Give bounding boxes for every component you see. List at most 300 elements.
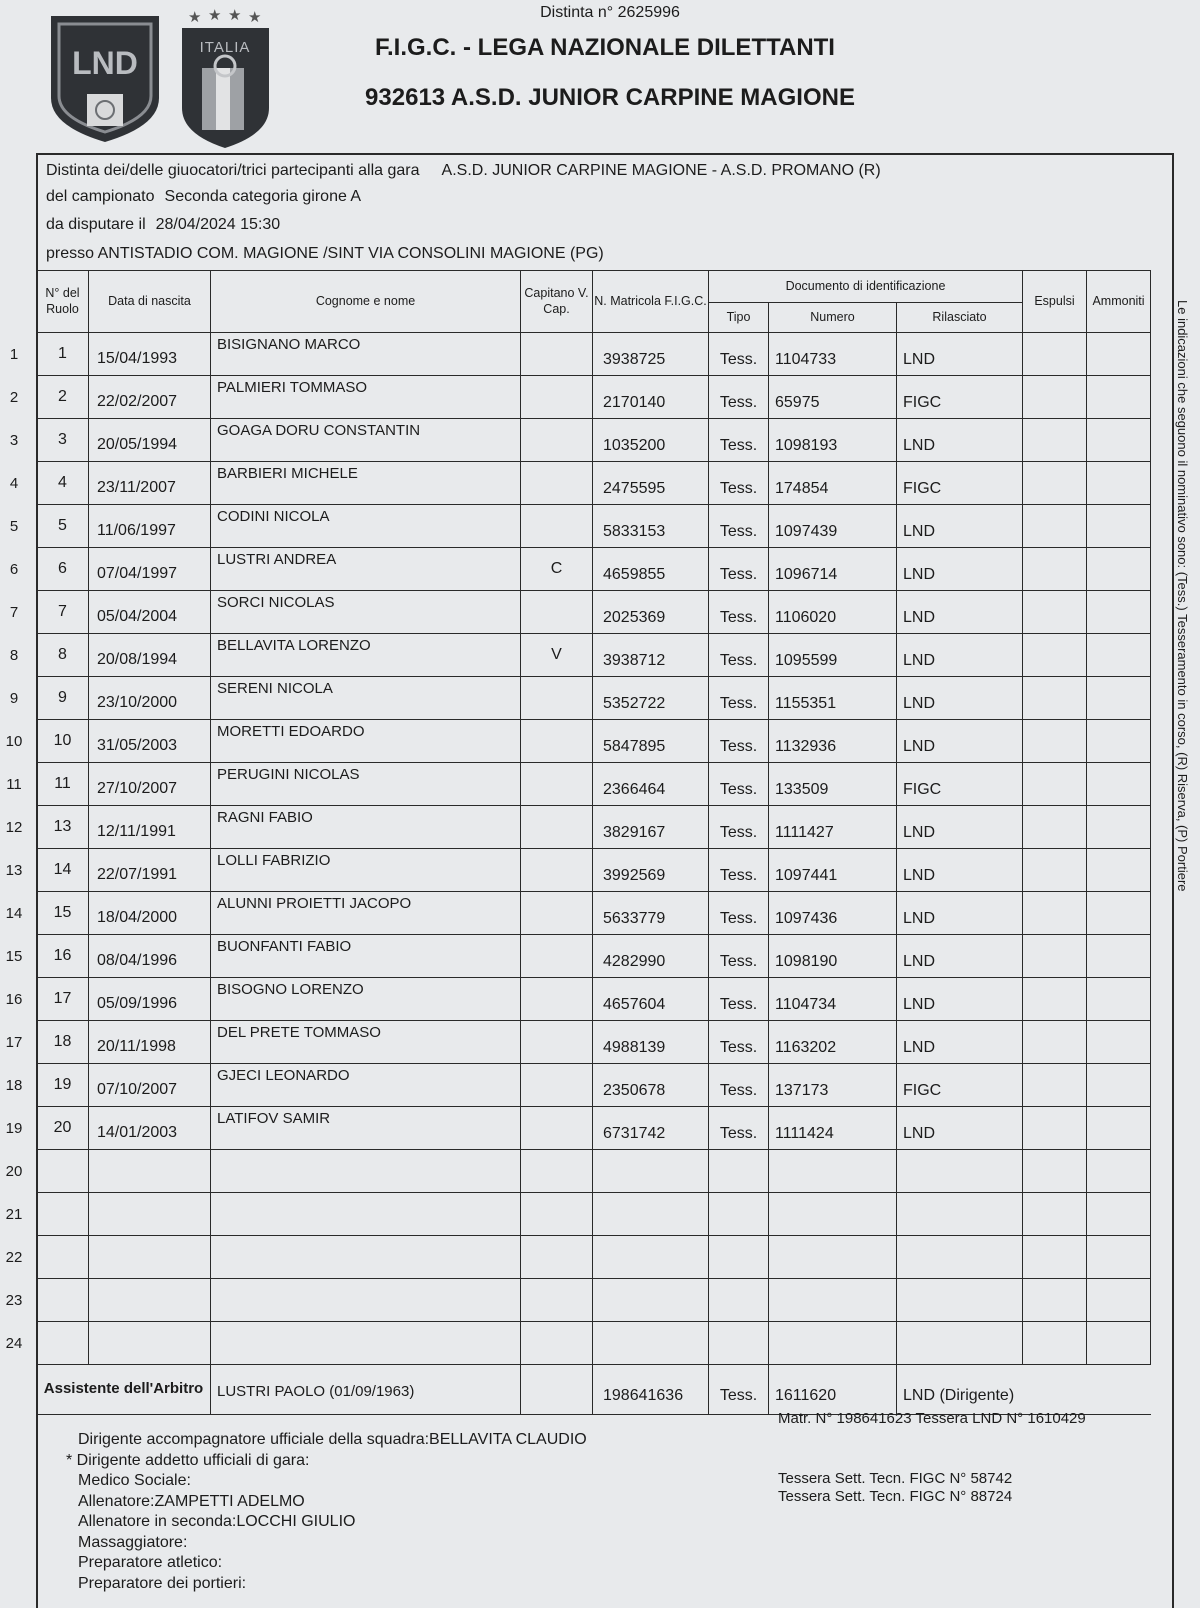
side-note: Le indicazioni che seguono il nominativo sono: (Tess.) Tesseramento in corso, (R) Riserva, (P) Portiere [1175,300,1190,892]
matricola: 2350678 [593,1064,709,1107]
expelled-cell [1023,634,1087,677]
ruolo: 10 [37,720,89,763]
cautioned-cell [1087,376,1151,419]
doc-rilasciato: LND [897,849,1023,892]
player-row [37,677,1151,720]
margin-row-number: 24 [5,1335,23,1352]
doc-numero: 1097439 [769,505,897,548]
matricola: 5847895 [593,720,709,763]
player-row [37,376,1151,419]
doc-numero: 65975 [769,376,897,419]
doc-numero: 1104733 [769,333,897,376]
matricola: 2366464 [593,763,709,806]
matricola: 5633779 [593,892,709,935]
ruolo: 3 [37,419,89,462]
captain-mark [521,505,593,548]
birthdate: 07/10/2007 [89,1064,211,1107]
expelled-cell [1023,1107,1087,1150]
ruolo [37,1193,89,1236]
ruolo: 5 [37,505,89,548]
doc-rilasciato: FIGC [897,376,1023,419]
matricola: 2170140 [593,376,709,419]
doc-tipo: Tess. [709,806,769,849]
campionato-value: Seconda categoria girone A [164,188,362,205]
margin-row-number: 13 [5,862,23,879]
cautioned-cell [1087,591,1151,634]
assistant-cap [521,1365,593,1415]
cautioned-cell [1087,1322,1151,1365]
data-label: da disputare il [46,216,146,233]
doc-rilasciato [897,1322,1023,1365]
player-name [211,1236,521,1279]
assistant-numero: 1611620 [769,1365,897,1415]
player-row [37,634,1151,677]
matricola: 3992569 [593,849,709,892]
doc-numero: 133509 [769,763,897,806]
expelled-cell [1023,892,1087,935]
cautioned-cell [1087,1021,1151,1064]
doc-numero: 1111424 [769,1107,897,1150]
player-row [37,1150,1151,1193]
assistant-matricola: 198641636 [593,1365,709,1415]
staff-line: Preparatore dei portieri: [78,1574,247,1592]
cautioned-cell [1087,978,1151,1021]
player-name: BARBIERI MICHELE [211,462,521,505]
player-row [37,763,1151,806]
birthdate: 20/11/1998 [89,1021,211,1064]
margin-row-number: 8 [9,647,19,664]
birthdate: 20/05/1994 [89,419,211,462]
cautioned-cell [1087,505,1151,548]
birthdate: 22/02/2007 [89,376,211,419]
assistant-label: Assistente dell'Arbitro [37,1365,211,1415]
doc-tipo: Tess. [709,419,769,462]
doc-numero: 137173 [769,1064,897,1107]
player-row [37,720,1151,763]
captain-mark [521,1021,593,1064]
matricola: 2025369 [593,591,709,634]
player-name [211,1193,521,1236]
doc-rilasciato: LND [897,419,1023,462]
doc-rilasciato: LND [897,505,1023,548]
doc-numero: 1097441 [769,849,897,892]
matricola: 5833153 [593,505,709,548]
doc-rilasciato: LND [897,1021,1023,1064]
player-name [211,1150,521,1193]
doc-rilasciato [897,1279,1023,1322]
doc-tipo: Tess. [709,333,769,376]
margin-row-number: 19 [5,1120,23,1137]
birthdate [89,1322,211,1365]
doc-rilasciato: FIGC [897,763,1023,806]
captain-mark [521,849,593,892]
doc-tipo: Tess. [709,462,769,505]
ruolo [37,1322,89,1365]
doc-tipo: Tess. [709,1107,769,1150]
captain-mark [521,720,593,763]
cautioned-cell [1087,935,1151,978]
captain-mark: C [521,548,593,591]
doc-rilasciato: LND [897,634,1023,677]
cautioned-cell [1087,462,1151,505]
ruolo: 11 [37,763,89,806]
doc-tipo [709,1279,769,1322]
expelled-cell [1023,1193,1087,1236]
player-name: SORCI NICOLAS [211,591,521,634]
matricola: 4282990 [593,935,709,978]
margin-row-number: 7 [9,604,19,621]
doc-rilasciato [897,1236,1023,1279]
matricola: 4988139 [593,1021,709,1064]
doc-numero: 1104734 [769,978,897,1021]
row-numbers [0,333,28,1365]
ruolo: 2 [37,376,89,419]
doc-rilasciato [897,1193,1023,1236]
col-ruolo: N° del Ruolo [37,271,89,333]
doc-numero [769,1193,897,1236]
margin-row-number: 9 [9,690,19,707]
cautioned-cell [1087,333,1151,376]
birthdate: 14/01/2003 [89,1107,211,1150]
doc-rilasciato: LND [897,978,1023,1021]
birthdate: 11/06/1997 [89,505,211,548]
margin-row-number: 2 [9,389,19,406]
margin-row-number: 4 [9,475,19,492]
cautioned-cell [1087,419,1151,462]
expelled-cell [1023,978,1087,1021]
campionato-line [46,188,361,206]
doc-numero: 174854 [769,462,897,505]
doc-numero: 1097436 [769,892,897,935]
roster-table [36,270,1151,1415]
doc-tipo: Tess. [709,376,769,419]
captain-mark: V [521,634,593,677]
luogo-line: presso ANTISTADIO COM. MAGIONE /SINT VIA CONSOLINI MAGIONE (PG) [46,245,604,262]
player-name: BISIGNANO MARCO [211,333,521,376]
team-title: 932613 A.S.D. JUNIOR CARPINE MAGIONE [365,84,855,111]
player-row [37,892,1151,935]
expelled-cell [1023,1021,1087,1064]
staff-details [778,1410,1086,1506]
player-name: MORETTI EDOARDO [211,720,521,763]
doc-tipo [709,1322,769,1365]
captain-mark [521,806,593,849]
doc-tipo [709,1150,769,1193]
match-teams-line [46,162,881,180]
staff-list [66,1430,587,1594]
doc-rilasciato [897,1150,1023,1193]
player-row [37,591,1151,634]
birthdate [89,1279,211,1322]
doc-tipo: Tess. [709,935,769,978]
matricola: 6731742 [593,1107,709,1150]
ruolo [37,1279,89,1322]
match-teams: A.S.D. JUNIOR CARPINE MAGIONE - A.S.D. PROMANO (R) [441,162,881,179]
captain-mark [521,1236,593,1279]
player-name [211,1279,521,1322]
doc-tipo: Tess. [709,1021,769,1064]
captain-mark [521,1193,593,1236]
staff-line: Massaggiatore: [78,1533,188,1551]
doc-numero: 1098190 [769,935,897,978]
player-row [37,806,1151,849]
staff-detail-line: Tessera Sett. Tecn. FIGC N° 88724 [778,1488,1013,1505]
captain-mark [521,677,593,720]
matricola: 2475595 [593,462,709,505]
captain-mark [521,892,593,935]
svg-text:ITALIA: ITALIA [199,39,251,56]
margin-row-number: 12 [5,819,23,836]
assistant-row [37,1365,1151,1415]
birthdate: 08/04/1996 [89,935,211,978]
player-row [37,1021,1151,1064]
ruolo: 18 [37,1021,89,1064]
doc-numero: 1163202 [769,1021,897,1064]
matricola: 4657604 [593,978,709,1021]
ruolo [37,1150,89,1193]
matricola: 5352722 [593,677,709,720]
margin-row-number: 10 [5,733,23,750]
ruolo: 1 [37,333,89,376]
captain-mark [521,462,593,505]
player-row [37,1193,1151,1236]
expelled-cell [1023,548,1087,591]
captain-mark [521,1279,593,1322]
margin-row-number: 16 [5,991,23,1008]
cautioned-cell [1087,849,1151,892]
doc-tipo: Tess. [709,849,769,892]
captain-mark [521,376,593,419]
expelled-cell [1023,677,1087,720]
expelled-cell [1023,935,1087,978]
expelled-cell [1023,333,1087,376]
player-name: BELLAVITA LORENZO [211,634,521,677]
doc-tipo: Tess. [709,763,769,806]
ruolo: 6 [37,548,89,591]
birthdate: 31/05/2003 [89,720,211,763]
captain-mark [521,1150,593,1193]
col-tipo: Tipo [709,303,769,333]
doc-numero: 1095599 [769,634,897,677]
doc-numero [769,1279,897,1322]
player-name: BISOGNO LORENZO [211,978,521,1021]
expelled-cell [1023,1150,1087,1193]
svg-text:★: ★ [228,8,242,24]
col-ammoniti: Ammoniti [1087,271,1151,333]
birthdate: 07/04/1997 [89,548,211,591]
svg-text:★: ★ [188,9,202,26]
player-row [37,1107,1151,1150]
doc-tipo: Tess. [709,677,769,720]
header-title: F.I.G.C. - LEGA NAZIONALE DILETTANTI [375,34,835,61]
doc-tipo [709,1193,769,1236]
doc-rilasciato: LND [897,591,1023,634]
margin-row-number: 15 [5,948,23,965]
ruolo [37,1236,89,1279]
doc-numero: 1106020 [769,591,897,634]
cautioned-cell [1087,763,1151,806]
cautioned-cell [1087,806,1151,849]
matricola: 1035200 [593,419,709,462]
distinta-label: Distinta dei/delle giuocatori/trici partecipanti alla gara [46,162,420,179]
player-row [37,333,1151,376]
doc-numero: 1111427 [769,806,897,849]
birthdate [89,1150,211,1193]
birthdate: 22/07/1991 [89,849,211,892]
cautioned-cell [1087,1150,1151,1193]
expelled-cell [1023,720,1087,763]
ruolo: 15 [37,892,89,935]
player-name: LOLLI FABRIZIO [211,849,521,892]
cautioned-cell [1087,720,1151,763]
birthdate: 18/04/2000 [89,892,211,935]
margin-row-number: 17 [5,1034,23,1051]
margin-row-number: 22 [5,1249,23,1266]
birthdate: 27/10/2007 [89,763,211,806]
cautioned-cell [1087,1236,1151,1279]
cautioned-cell [1087,1279,1151,1322]
ruolo: 7 [37,591,89,634]
player-name [211,1322,521,1365]
staff-line: Allenatore:ZAMPETTI ADELMO [78,1492,305,1510]
col-capitano: Capitano V. Cap. [521,271,593,333]
doc-tipo [709,1236,769,1279]
doc-tipo: Tess. [709,1064,769,1107]
player-row [37,978,1151,1021]
doc-rilasciato: LND [897,720,1023,763]
player-name: CODINI NICOLA [211,505,521,548]
lnd-logo [45,8,165,144]
birthdate [89,1193,211,1236]
assistant-rilasciato: LND (Dirigente) [897,1365,1151,1415]
captain-mark [521,1107,593,1150]
expelled-cell [1023,376,1087,419]
doc-rilasciato: FIGC [897,462,1023,505]
player-name: GJECI LEONARDO [211,1064,521,1107]
ruolo: 13 [37,806,89,849]
expelled-cell [1023,462,1087,505]
player-name: PERUGINI NICOLAS [211,763,521,806]
birthdate: 12/11/1991 [89,806,211,849]
cautioned-cell [1087,677,1151,720]
doc-rilasciato: LND [897,548,1023,591]
expelled-cell [1023,1236,1087,1279]
doc-numero: 1155351 [769,677,897,720]
staff-detail-line [778,1452,1086,1470]
birthdate: 23/11/2007 [89,462,211,505]
cautioned-cell [1087,548,1151,591]
captain-mark [521,591,593,634]
player-row [37,1236,1151,1279]
margin-row-number: 14 [5,905,23,922]
expelled-cell [1023,591,1087,634]
player-name: ALUNNI PROIETTI JACOPO [211,892,521,935]
margin-row-number: 18 [5,1077,23,1094]
doc-tipo: Tess. [709,548,769,591]
matricola [593,1193,709,1236]
doc-tipo: Tess. [709,892,769,935]
expelled-cell [1023,1279,1087,1322]
margin-row-number: 23 [5,1292,23,1309]
player-row [37,1279,1151,1322]
doc-numero: 1096714 [769,548,897,591]
expelled-cell [1023,1064,1087,1107]
doc-tipo: Tess. [709,720,769,763]
captain-mark [521,978,593,1021]
margin-row-number: 21 [5,1206,23,1223]
captain-mark [521,419,593,462]
doc-tipo: Tess. [709,505,769,548]
staff-line: Allenatore in seconda:LOCCHI GIULIO [78,1513,356,1530]
birthdate: 05/04/2004 [89,591,211,634]
player-row [37,548,1151,591]
player-row [37,505,1151,548]
col-numero: Numero [769,303,897,333]
doc-tipo: Tess. [709,634,769,677]
cautioned-cell [1087,634,1151,677]
doc-rilasciato: FIGC [897,1064,1023,1107]
assistant-name: LUSTRI PAOLO (01/09/1963) [211,1365,521,1415]
captain-mark [521,1322,593,1365]
player-row [37,1322,1151,1365]
data-line [46,216,280,234]
doc-numero [769,1322,897,1365]
assistant-tipo: Tess. [709,1365,769,1415]
captain-mark [521,333,593,376]
staff-detail-line: Matr. N° 198641623 Tessera LND N° 1610429 [778,1410,1086,1427]
doc-rilasciato: LND [897,892,1023,935]
doc-numero [769,1236,897,1279]
data-value: 28/04/2024 15:30 [155,216,281,233]
matricola: 3829167 [593,806,709,849]
player-row [37,935,1151,978]
staff-detail-line [778,1428,1086,1452]
captain-mark [521,763,593,806]
cautioned-cell [1087,1193,1151,1236]
margin-row-number: 3 [9,432,19,449]
birthdate: 05/09/1996 [89,978,211,1021]
ruolo: 16 [37,935,89,978]
doc-tipo: Tess. [709,591,769,634]
expelled-cell [1023,849,1087,892]
margin-row-number: 5 [9,518,19,535]
col-documento: Documento di identificazione [709,271,1023,303]
ruolo: 20 [37,1107,89,1150]
margin-row-number: 1 [9,346,19,363]
doc-numero: 1098193 [769,419,897,462]
cautioned-cell [1087,1107,1151,1150]
italia-logo [178,8,273,150]
col-nascita: Data di nascita [89,271,211,333]
player-row [37,1064,1151,1107]
player-name: BUONFANTI FABIO [211,935,521,978]
margin-row-number: 11 [6,776,22,793]
expelled-cell [1023,763,1087,806]
staff-line: Dirigente accompagnatore ufficiale della squadra:BELLAVITA CLAUDIO [78,1431,587,1448]
matricola [593,1322,709,1365]
matricola [593,1279,709,1322]
birthdate [89,1236,211,1279]
col-nome: Cognome e nome [211,271,521,333]
doc-numero: 1132936 [769,720,897,763]
ruolo: 19 [37,1064,89,1107]
matricola: 3938725 [593,333,709,376]
svg-text:★: ★ [208,8,222,24]
player-row [37,462,1151,505]
ruolo: 9 [37,677,89,720]
doc-rilasciato: LND [897,1107,1023,1150]
doc-rilasciato: LND [897,806,1023,849]
